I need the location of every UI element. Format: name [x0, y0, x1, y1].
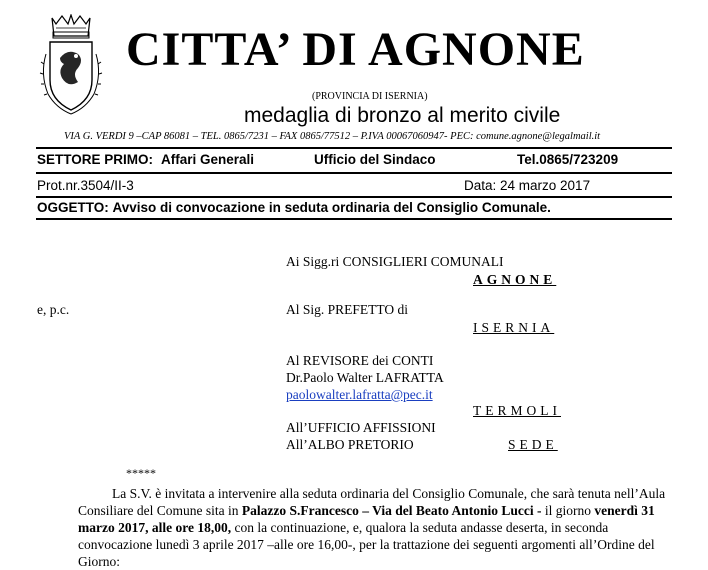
recipient-registry: All’ALBO PRETORIO [286, 437, 414, 452]
crown-icon [52, 15, 90, 36]
office-phone: Tel.0865/723209 [517, 152, 619, 167]
subject-text: Avviso di convocazione in seduta ordinaria del Consiglio Comunale. [112, 200, 551, 215]
recipient-auditor-place: TERMOLI [473, 403, 561, 418]
recipient-prefect: Al Sig. PREFETTO di [286, 302, 409, 317]
divider [36, 196, 672, 198]
sector-value: Affari Generali [161, 152, 255, 167]
office-name: Ufficio del Sindaco [314, 152, 436, 167]
medal-subtitle: medaglia di bronzo al merito civile [244, 104, 561, 127]
recipient-councillors: Ai Sigg.ri CONSIGLIERI COMUNALI [286, 254, 504, 269]
sector-label: SETTORE PRIMO: [37, 152, 154, 167]
province: (PROVINCIA DI ISERNIA) [312, 91, 428, 102]
convocation-paragraph: La S.V. è invitata a intervenire alla seduta ordinaria del Consiglio Comunale, che sarà tenuta nell’Aula Consiliare del Comune sita in Palazzo S.Francesco – Via del Beato Antonio Lucci - il giorno venerdì 31 marzo 2017, alle ore 18,00, con la continuazione, e, qualora la seduta andasse deserta, in seconda convocazione lunedì 3 aprile 2017 –alle ore 16,00-, per la trattazione dei seguenti argomenti all’Ordine del Giorno: [78, 486, 666, 569]
coat-of-arms [38, 14, 104, 118]
city-title: CITTA’ DI AGNONE [126, 23, 585, 76]
divider [36, 172, 672, 174]
separator-stars: ***** [126, 466, 156, 480]
divider [36, 218, 672, 220]
recipient-councillors-place: AGNONE [473, 272, 557, 287]
subject-label: OGGETTO: [37, 200, 109, 215]
recipient-registry-place: SEDE [508, 437, 558, 452]
recipient-auditor: Al REVISORE dei CONTI [286, 353, 434, 368]
divider [36, 147, 672, 149]
document-date: Data: 24 marzo 2017 [464, 178, 591, 193]
auditor-name: Dr.Paolo Walter LAFRATTA [286, 370, 444, 385]
auditor-email-link[interactable]: paolowalter.lafratta@pec.it [286, 387, 433, 402]
address-line: VIA G. VERDI 9 –CAP 86081 – TEL. 0865/7231 – FAX 0865/77512 – P.IVA 00067060947- PEC: comune.agnone@legalmail.it [64, 131, 601, 142]
subject-line [37, 200, 551, 215]
recipient-prefect-place: ISERNIA [473, 320, 555, 335]
protocol-number: Prot.nr.3504/II-3 [37, 178, 134, 193]
ep-label: e, p.c. [37, 302, 70, 317]
recipient-office: All’UFFICIO AFFISSIONI [286, 420, 436, 435]
